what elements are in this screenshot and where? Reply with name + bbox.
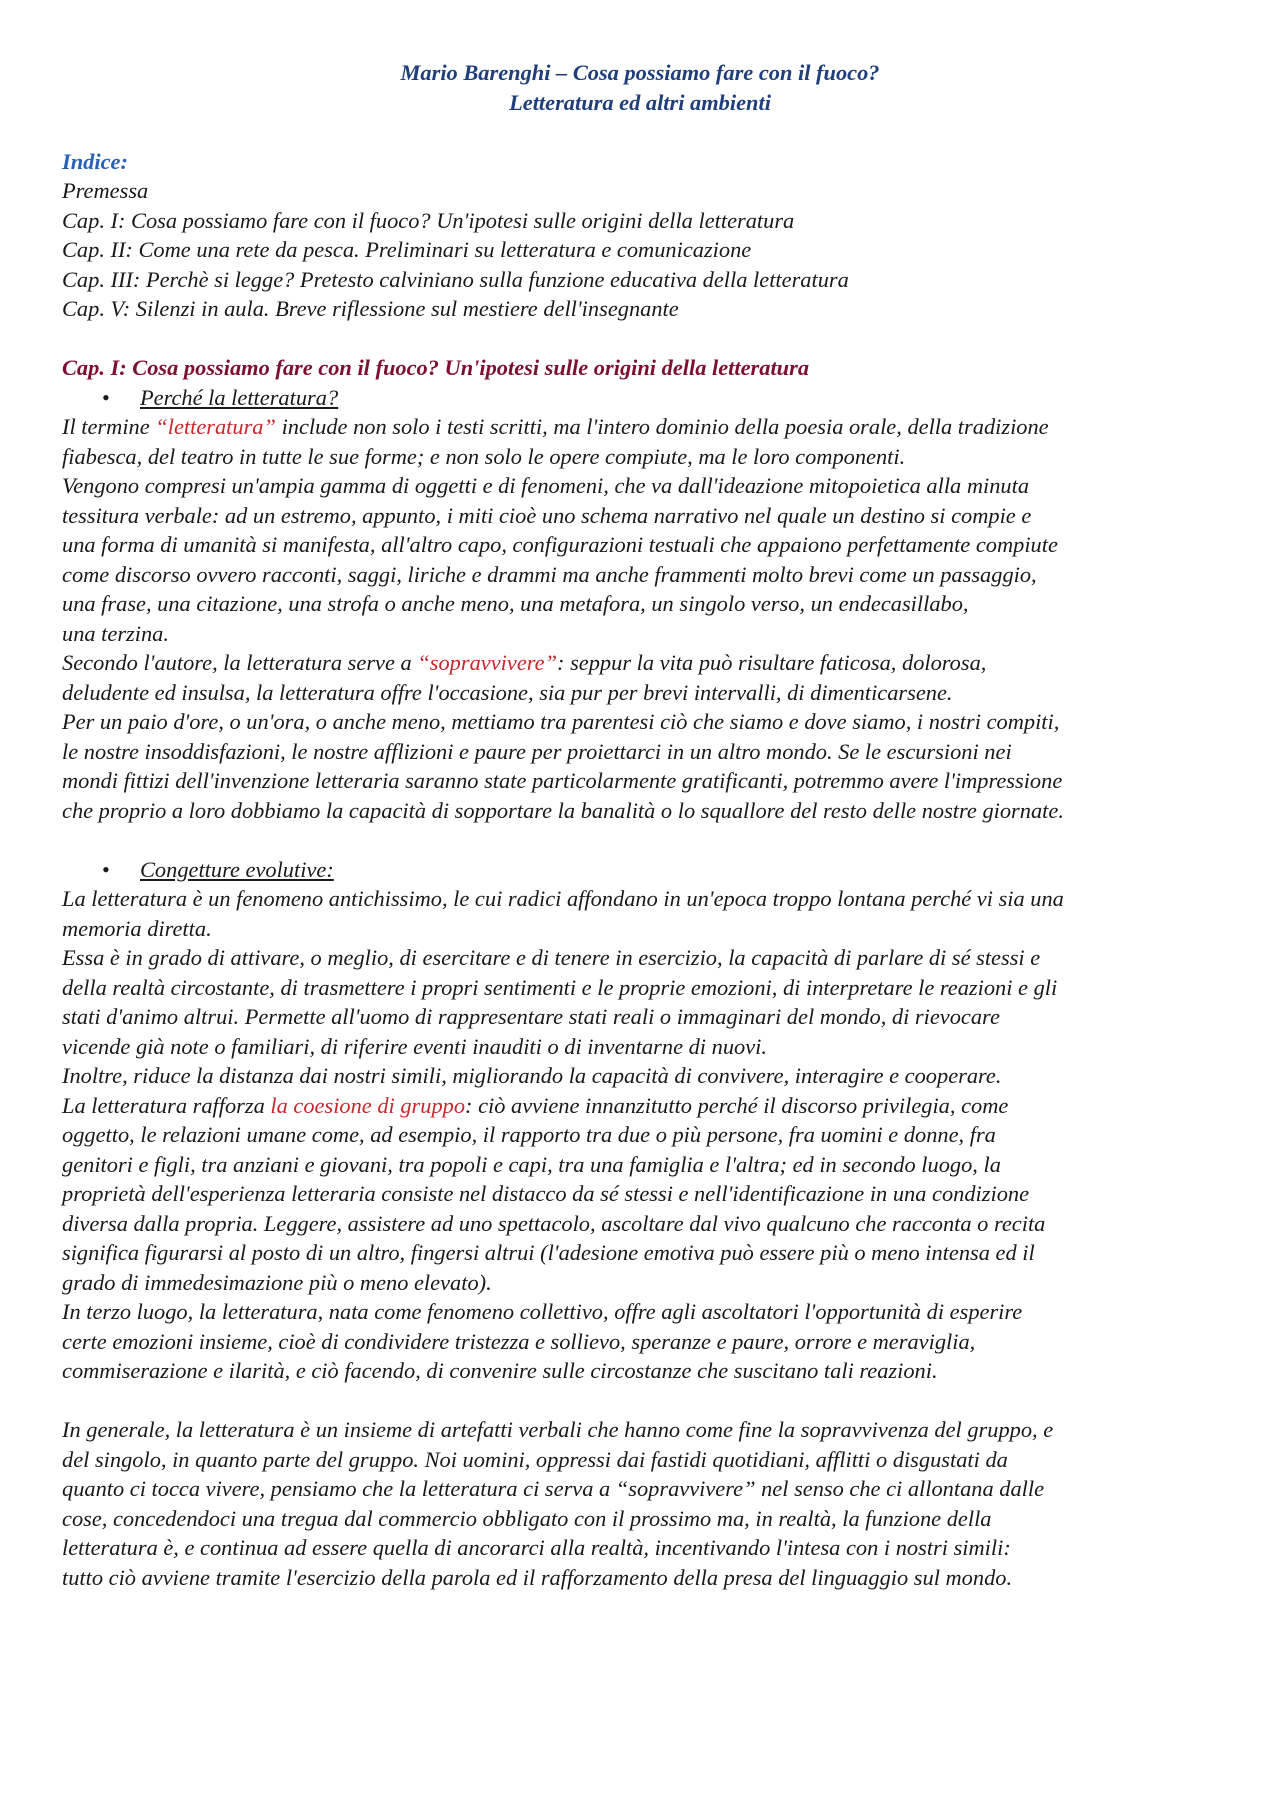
text-line: che proprio a loro dobbiamo la capacità di sopportare la banalità o lo squallore del resto delle nostre giornate.: [62, 797, 1064, 823]
text-line: In terzo luogo, la letteratura, nata come fenomeno collettivo, offre agli ascoltatori l'opportunità di esperire: [62, 1299, 1023, 1324]
paragraph: [62, 1091, 1218, 1298]
section-subheading: Perché la letteratura?: [140, 384, 339, 410]
text-line: proprietà dell'esperienza letteraria consiste nel distacco da sé stessi e nell'identificazione in una condizione: [62, 1181, 1030, 1206]
bullet-item: [62, 383, 1218, 413]
text-line: oggetto, le relazioni umane come, ad esempio, il rapporto tra due o più persone, fra uomini e donne, fra: [62, 1122, 996, 1147]
text-span: : ciò avviene innanzitutto perché il discorso privilegia, come: [465, 1092, 1009, 1118]
text-line: stati d'animo altrui. Permette all'uomo di rappresentare stati reali o immaginari del mondo, di rievocare: [62, 1004, 1000, 1029]
index-item: Premessa: [62, 178, 149, 203]
text-line: deludente ed insulsa, la letteratura offre l'occasione, sia pur per brevi intervalli, di dimenticarsene.: [62, 679, 953, 705]
title-line-2: Letteratura ed altri ambienti: [509, 89, 771, 115]
text-line: letteratura è, e continua ad essere quella di ancorarci alla realtà, incentivando l'intesa con i nostri simili:: [62, 1535, 1011, 1560]
paragraph: [62, 648, 1218, 707]
text-line: certe emozioni insieme, cioè di condividere tristezza e sollievo, speranze e paure, orrore e meraviglia,: [62, 1328, 976, 1354]
paragraph: [62, 471, 1218, 648]
index-heading: Indice:: [62, 148, 128, 174]
text-line: La letteratura è un fenomeno antichissimo, le cui radici affondano in un'epoca troppo lontana perché vi sia una: [62, 886, 1064, 911]
index-section: [62, 147, 1218, 324]
section-subheading: Congetture evolutive:: [140, 856, 334, 882]
index-item: Cap. V: Silenzi in aula. Breve riflessione sul mestiere dell'insegnante: [62, 296, 679, 321]
text-line: Vengono compresi un'ampia gamma di oggetti e di fenomeni, che va dall'ideazione mitopoietica alla minuta: [62, 473, 1030, 498]
text-line: memoria diretta.: [62, 915, 212, 941]
paragraph: [62, 943, 1218, 1061]
bullet-symbol: •: [102, 384, 110, 410]
text-line: cose, concedendoci una tregua dal commercio obbligato con il prossimo ma, in realtà, la funzione della: [62, 1505, 992, 1531]
text-line: una frase, una citazione, una strofa o anche meno, una metafora, un singolo verso, un endecasillabo,: [62, 591, 969, 616]
text-line: le nostre insoddisfazioni, le nostre afflizioni e paure per proiettarci in un altro mondo. Se le escursioni nei: [62, 738, 1012, 764]
text-span: : seppur la vita può risultare faticosa, dolorosa,: [557, 650, 987, 675]
bullet-item: [62, 855, 1218, 885]
highlighted-term: “letteratura”: [155, 414, 276, 439]
highlighted-term: la coesione di gruppo: [270, 1092, 466, 1118]
text-line: grado di immedesimazione più o meno elevato).: [62, 1269, 492, 1295]
text-line: diversa dalla propria. Leggere, assistere ad uno spettacolo, ascoltare dal vivo qualcuno che racconta o recita: [62, 1210, 1046, 1236]
index-item: Cap. II: Come una rete da pesca. Preliminari su letteratura e comunicazione: [62, 237, 752, 262]
title-line-1: Mario Barenghi – Cosa possiamo fare con il fuoco?: [400, 60, 880, 85]
text-line: una forma di umanità si manifesta, all'altro capo, configurazioni testuali che appaiono perfettamente compiute: [62, 532, 1058, 557]
index-item: Cap. III: Perchè si legge? Pretesto calviniano sulla funzione educativa della letteratura: [62, 266, 849, 292]
text-line: fiabesca, del teatro in tutte le sue forme; e non solo le opere compiute, ma le loro componenti.: [62, 443, 906, 469]
paragraph: [62, 884, 1218, 943]
chapter-heading: Cap. I: Cosa possiamo fare con il fuoco? Un'ipotesi sulle origini della letteratura: [62, 355, 810, 380]
text-line: vicende già note o familiari, di riferire eventi inauditi o di inventarne di nuovi.: [62, 1033, 767, 1059]
text-line: significa figurarsi al posto di un altro, fingersi altrui (l'adesione emotiva può essere più o meno intensa ed il: [62, 1240, 1035, 1265]
text-span: Secondo l'autore, la letteratura serve a: [62, 650, 418, 675]
text-span: La letteratura rafforza: [62, 1092, 271, 1118]
text-line: Inoltre, riduce la distanza dai nostri simili, migliorando la capacità di convivere, interagire e cooperare.: [62, 1063, 1002, 1088]
paragraph: [62, 412, 1218, 471]
index-item: Cap. I: Cosa possiamo fare con il fuoco? Un'ipotesi sulle origini della letteratura: [62, 207, 795, 233]
text-line: commiserazione e ilarità, e ciò facendo, di convenire sulle circostanze che suscitano tali reazioni.: [62, 1358, 938, 1383]
paragraph: [62, 1061, 1218, 1091]
text-line: Per un paio d'ore, o un'ora, o anche meno, mettiamo tra parentesi ciò che siamo e dove siamo, i nostri compiti,: [62, 709, 1060, 734]
text-line: della realtà circostante, di trasmettere i propri sentimenti e le proprie emozioni, di interpretare le reazioni e gli: [62, 974, 1058, 1000]
paragraph: [62, 1415, 1218, 1592]
text-line: come discorso ovvero racconti, saggi, liriche e drammi ma anche frammenti molto brevi come un passaggio,: [62, 561, 1037, 587]
text-line: una terzina.: [62, 620, 169, 646]
text-line: tessitura verbale: ad un estremo, appunto, i miti cioè uno schema narrativo nel quale un destino si compie e: [62, 502, 1032, 528]
text-line: del singolo, in quanto parte del gruppo. Noi uomini, oppressi dai fastidi quotidiani, afflitti o disgustati da: [62, 1446, 1008, 1472]
text-span: Il termine: [62, 414, 156, 439]
paragraph: [62, 1297, 1218, 1386]
text-line: In generale, la letteratura è un insieme di artefatti verbali che hanno come fine la sopravvivenza del gruppo, e: [62, 1417, 1054, 1442]
text-line: tutto ciò avviene tramite l'esercizio della parola ed il rafforzamento della presa del linguaggio sul mondo.: [62, 1564, 1013, 1590]
text-span: include non solo i testi scritti, ma l'intero dominio della poesia orale, della tradizione: [275, 414, 1049, 439]
bullet-symbol: •: [102, 856, 110, 882]
highlighted-term: “sopravvivere”: [417, 650, 558, 675]
text-line: Essa è in grado di attivare, o meglio, di esercitare e di tenere in esercizio, la capacità di parlare di sé stessi e: [62, 945, 1041, 970]
text-line: mondi fittizi dell'invenzione letteraria saranno state particolarmente gratificanti, potremmo avere l'impressione: [62, 768, 1063, 793]
text-line: quanto ci tocca vivere, pensiamo che la letteratura ci serva a “sopravvivere” nel senso che ci allontana dalle: [62, 1476, 1045, 1501]
document-title: [62, 58, 1218, 117]
paragraph: [62, 707, 1218, 825]
text-line: genitori e figli, tra anziani e giovani, tra popoli e capi, tra una famiglia e l'altra; ed in secondo luogo, la: [62, 1151, 1001, 1177]
